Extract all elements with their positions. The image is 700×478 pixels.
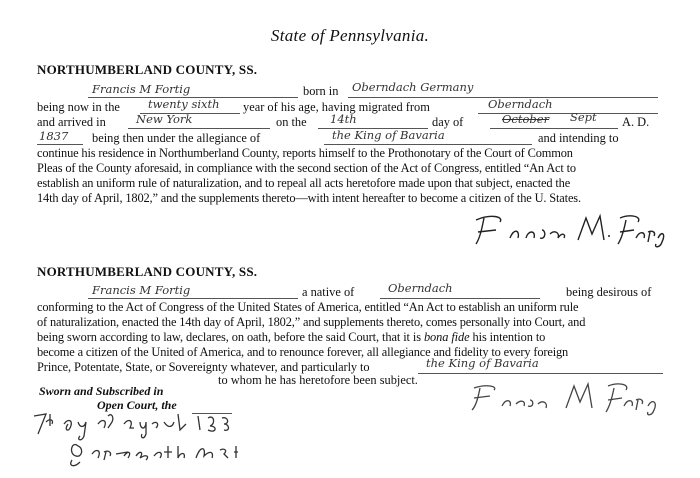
- oath-date-handwriting: [28, 400, 308, 470]
- body-line: become a citizen of the United of America, and to renounce forever, all allegiance and fidelity to every foreign: [37, 345, 569, 359]
- native-place-handwritten: Oberndach: [388, 281, 453, 295]
- birthplace-handwritten: Oberndach Germany: [352, 80, 474, 94]
- body-line: Pleas of the County aforesaid, in compliance with the second section of the Act of Congress, entitled “An Act to: [37, 161, 576, 175]
- applicant-signature: [468, 378, 668, 418]
- allegiance-blank-line: [324, 144, 532, 145]
- native-blank-line: [380, 298, 540, 299]
- body-line: of naturalization, enacted the 14th day of April, 1802,” and supplements thereto, comes personally into Court, and: [37, 315, 586, 329]
- body-line: continue his residence in Northumberland County, reports himself to the Prothonotary of the Court of Common: [37, 146, 573, 160]
- year-of-age-label: year of his age, having migrated from: [243, 100, 430, 114]
- born-in-label: born in: [303, 84, 339, 98]
- county-heading: NORTHUMBERLAND COUNTY, SS.: [37, 264, 258, 279]
- applicant-name-handwritten: Francis M Fortig: [92, 283, 191, 297]
- applicant-name-handwritten: Francis M Fortig: [92, 82, 191, 96]
- arrived-in-label: and arrived in: [37, 115, 106, 129]
- document-title: State of Pennsylvania.: [270, 26, 430, 45]
- month-handwritten: Sept: [570, 110, 597, 124]
- desirous-label: being desirous of: [566, 285, 652, 299]
- intending-label: and intending to: [538, 131, 619, 145]
- age-handwritten: twenty sixth: [148, 97, 220, 111]
- body-line: 14th day of April, 1802,” and the supplements thereto—with intent hereafter to become a citizen of the U. States.: [37, 191, 581, 205]
- month-struck-handwritten: October: [502, 112, 550, 126]
- body-line: Prince, Potentate, State, or Sovereignty whatever, and particularly to: [37, 360, 370, 374]
- sworn-label-line1: Sworn and Subscribed in: [39, 384, 164, 398]
- arrival-blank-line: [128, 128, 270, 129]
- applicant-signature: [470, 208, 670, 252]
- year-blank-line: [37, 144, 83, 145]
- sworn-label-line2: Open Court, the: [97, 398, 177, 412]
- native-of-label: a native of: [302, 285, 355, 299]
- on-the-label: on the: [276, 115, 307, 129]
- body-line: conforming to the Act of Congress of the United States of America, entitled “An Act to establish an uniform rule: [37, 300, 579, 314]
- body-text: being sworn according to law, declares, on oath, before the said Court, that it is: [37, 330, 421, 344]
- day-of-label: day of: [432, 115, 464, 129]
- prince-handwritten: the King of Bavaria: [426, 356, 539, 370]
- month-blank-line: [490, 128, 618, 129]
- prince-blank-line: [418, 373, 663, 374]
- year-handwritten: 1837: [39, 129, 69, 143]
- bona-fide-text: bona fide: [423, 330, 470, 344]
- allegiance-handwritten: the King of Bavaria: [332, 128, 445, 142]
- day-handwritten: 14th: [330, 112, 357, 126]
- county-heading: NORTHUMBERLAND COUNTY, SS.: [37, 62, 258, 77]
- being-now-label: being now in the: [37, 100, 120, 114]
- body-line: [37, 330, 545, 345]
- body-text: his intention to: [472, 330, 546, 344]
- ad-label: A. D.: [622, 115, 650, 129]
- migrated-from-handwritten: Oberndach: [488, 97, 553, 111]
- whom-line: to whom he has heretofore been subject.: [218, 373, 418, 387]
- arrival-place-handwritten: New York: [136, 112, 193, 126]
- body-line: establish an uniform rule of naturalization, and to repeal all acts heretofore made upon that subject, enacted the: [37, 176, 571, 190]
- name-blank-line: [88, 298, 298, 299]
- allegiance-label: being then under the allegiance of: [92, 131, 261, 145]
